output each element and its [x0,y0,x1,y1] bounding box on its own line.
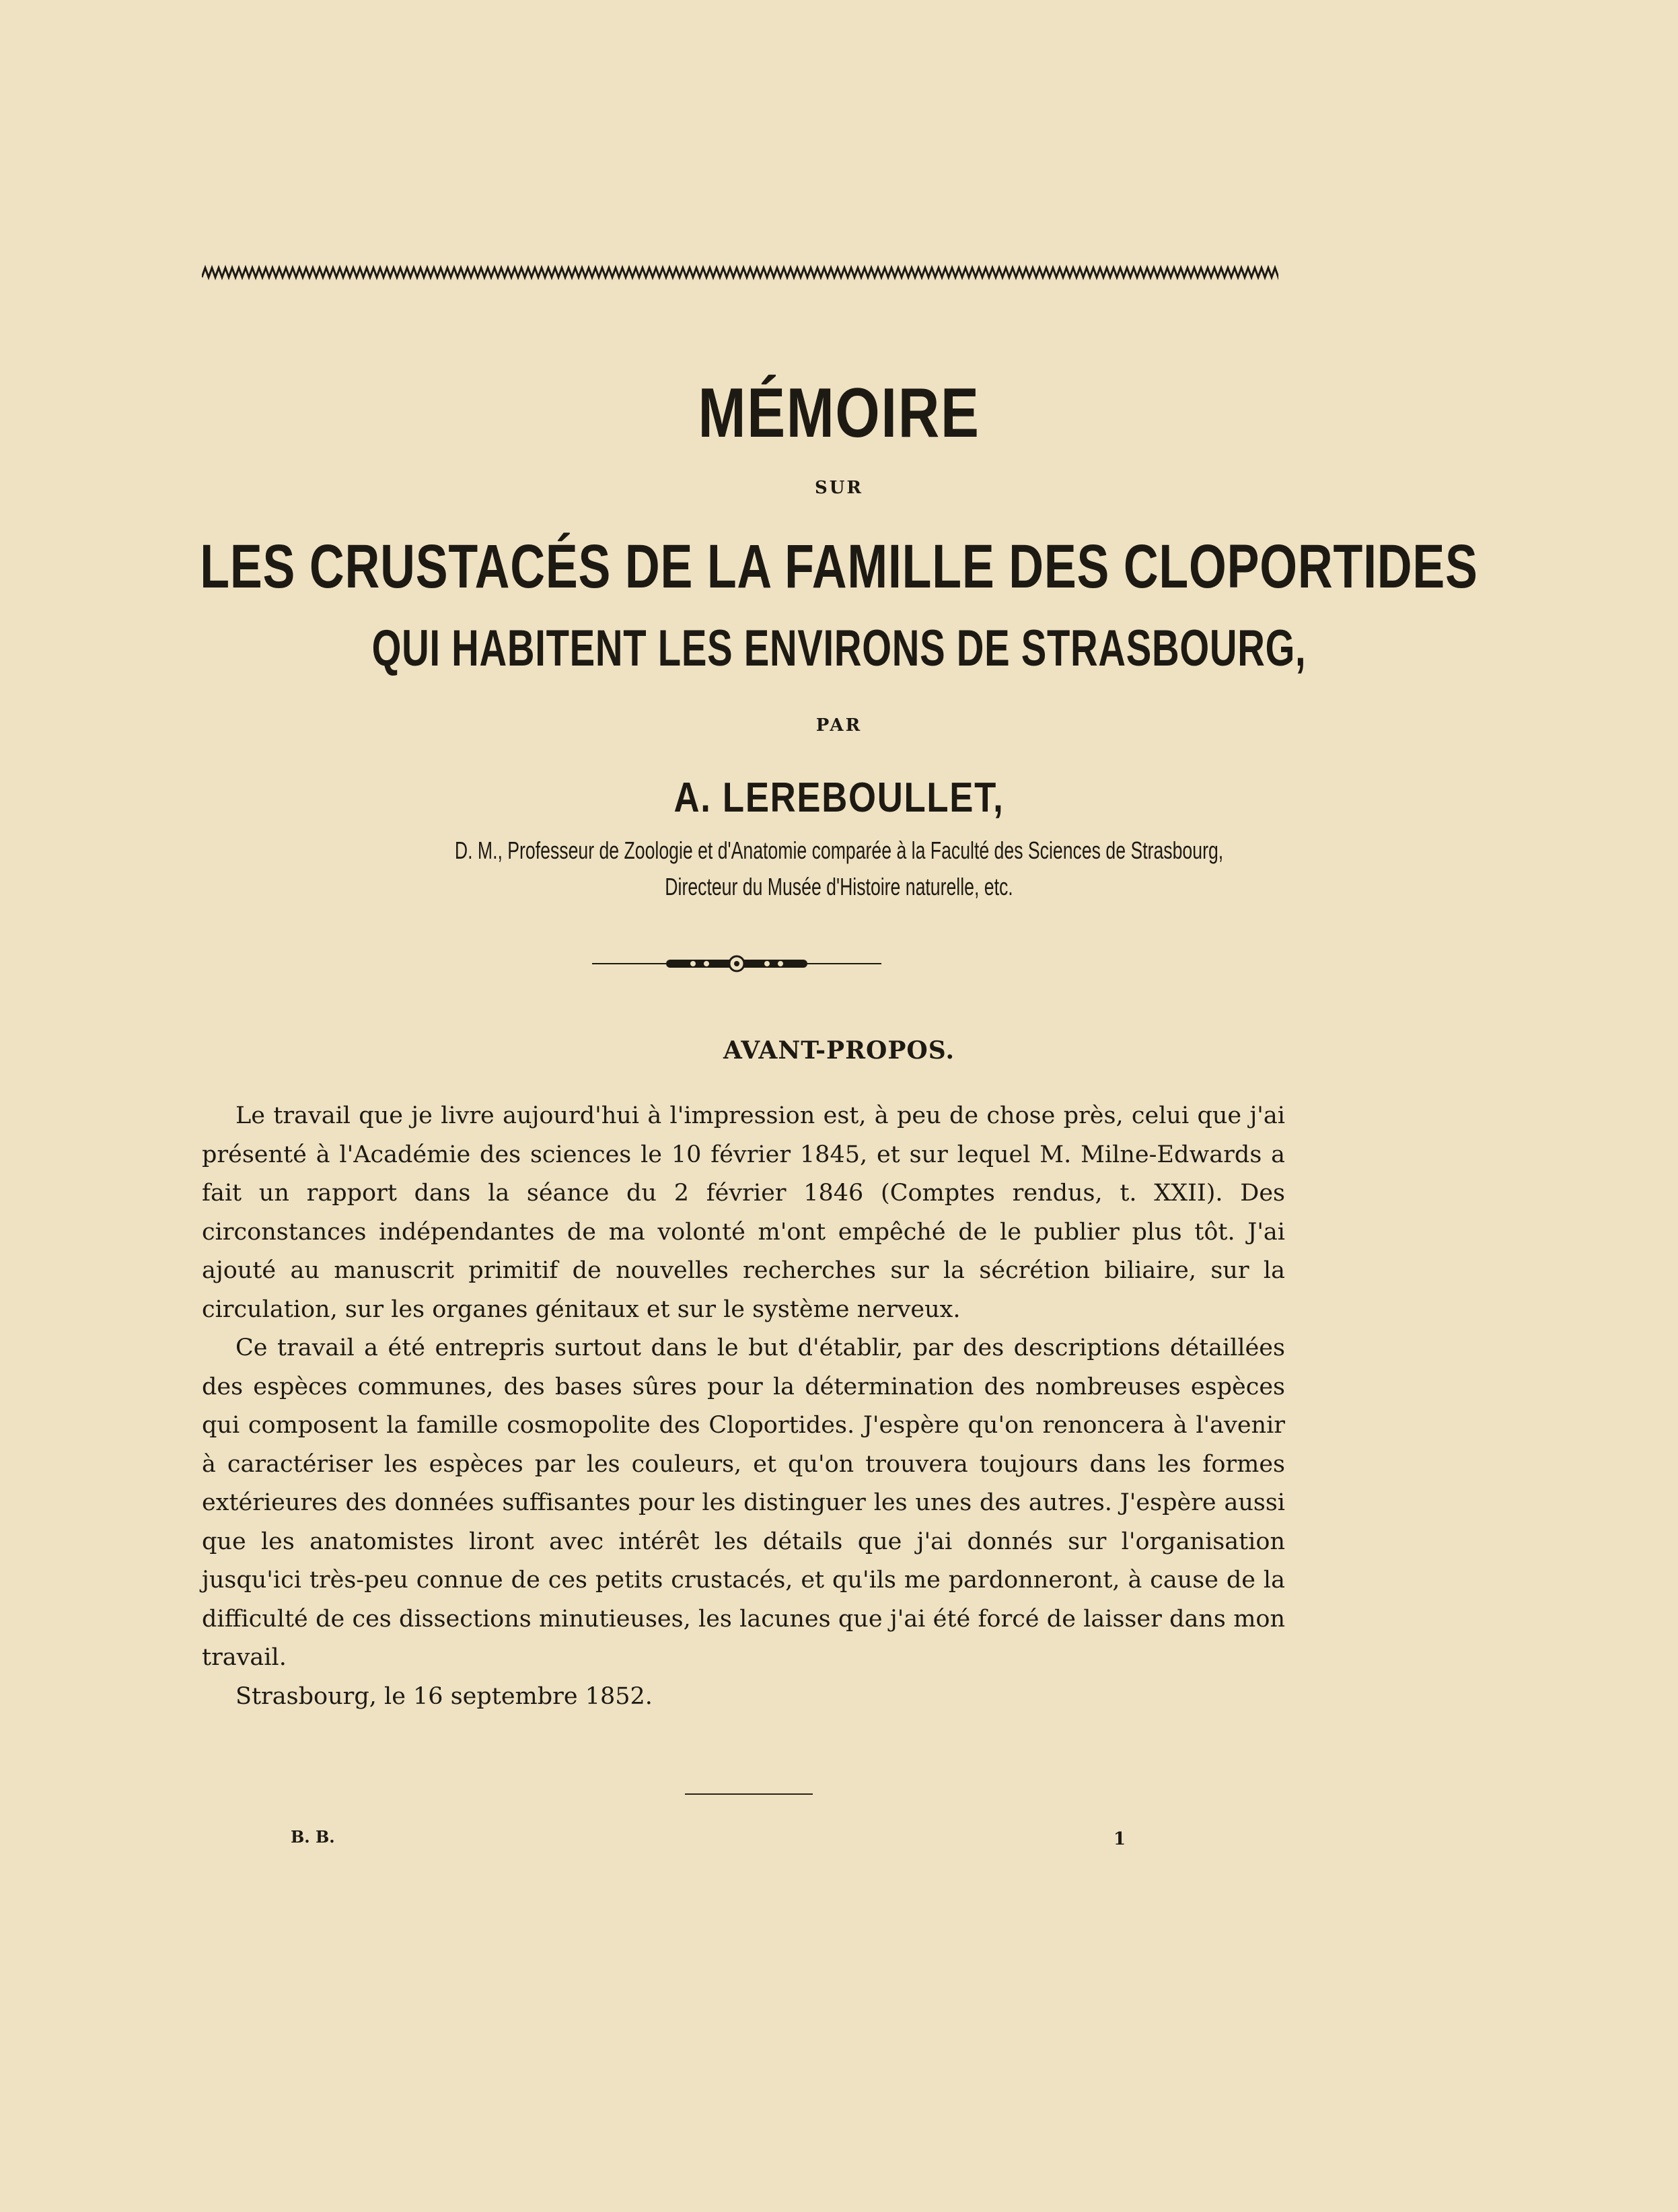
footer-rule [685,1793,813,1795]
body-text [202,1097,1285,1716]
section-heading: AVANT-PROPOS. [723,1036,955,1065]
document-title: MÉMOIRE [698,374,980,452]
page-number: 1 [1114,1829,1126,1849]
author-credentials-line-1: D. M., Professeur de Zoologie et d'Anatomie comparée à la Faculté des Sciences de Strasbourg, [454,836,1224,864]
ornamental-divider [592,952,881,975]
subtitle-line-2: QUI HABITENT LES ENVIRONS DE STRASBOURG, [371,620,1307,677]
subtitle-line-1: LES CRUSTACÉS DE LA FAMILLE DES CLOPORTIDES [200,532,1478,601]
byline-par: PAR [815,715,863,736]
paragraph-1: Le travail que je livre aujourd'hui à l'impression est, à peu de chose près, celui que j'ai présenté à l'Académie des sciences le 10 février 1845, et sur lequel M. Milne-Edwards a fait un rapport dans la séance du 2 février 1846 (Comptes rendus, t. XXII). Des circonstances indépendantes de ma volonté m'ont empêché de le publier plus tôt. J'ai ajouté au manuscrit primitif de nouvelles recherches sur la sécrétion biliaire, sur la circulation, sur les organes génitaux et sur le système nerveux. [202,1102,1285,1323]
top-ornamental-border [202,262,1278,283]
title-connector-sur: SUR [814,478,864,498]
author-name: A. LEREBOULLET, [673,775,1005,821]
zigzag-line [202,268,1278,277]
author-credentials-line-2: Directeur du Musée d'Histoire naturelle, etc. [665,873,1013,900]
place-date-signature: Strasbourg, le 16 septembre 1852. [235,1682,653,1710]
paragraph-2: Ce travail a été entrepris surtout dans le but d'établir, par des descriptions détaillées des espèces communes, des bases sûres pour la détermination des nombreuses espèces qui composent la famille cosmopolite des Cloportides. J'espère qu'on renoncera à l'avenir à caractériser les espèces par les couleurs, et qu'on trouvera toujours dans les formes extérieures des données suffisantes pour les distinguer les unes des autres. J'espère aussi que les anatomistes liront avec intérêt les détails que j'ai donnés sur l'organisation jusqu'ici très-peu connue de ces petits crustacés, et qu'ils me pardonneront, à cause de la difficulté de ces dissections minutieuses, les lacunes que j'ai été forcé de laisser dans mon travail. [202,1334,1285,1671]
signature-mark: B. B. [291,1827,335,1847]
